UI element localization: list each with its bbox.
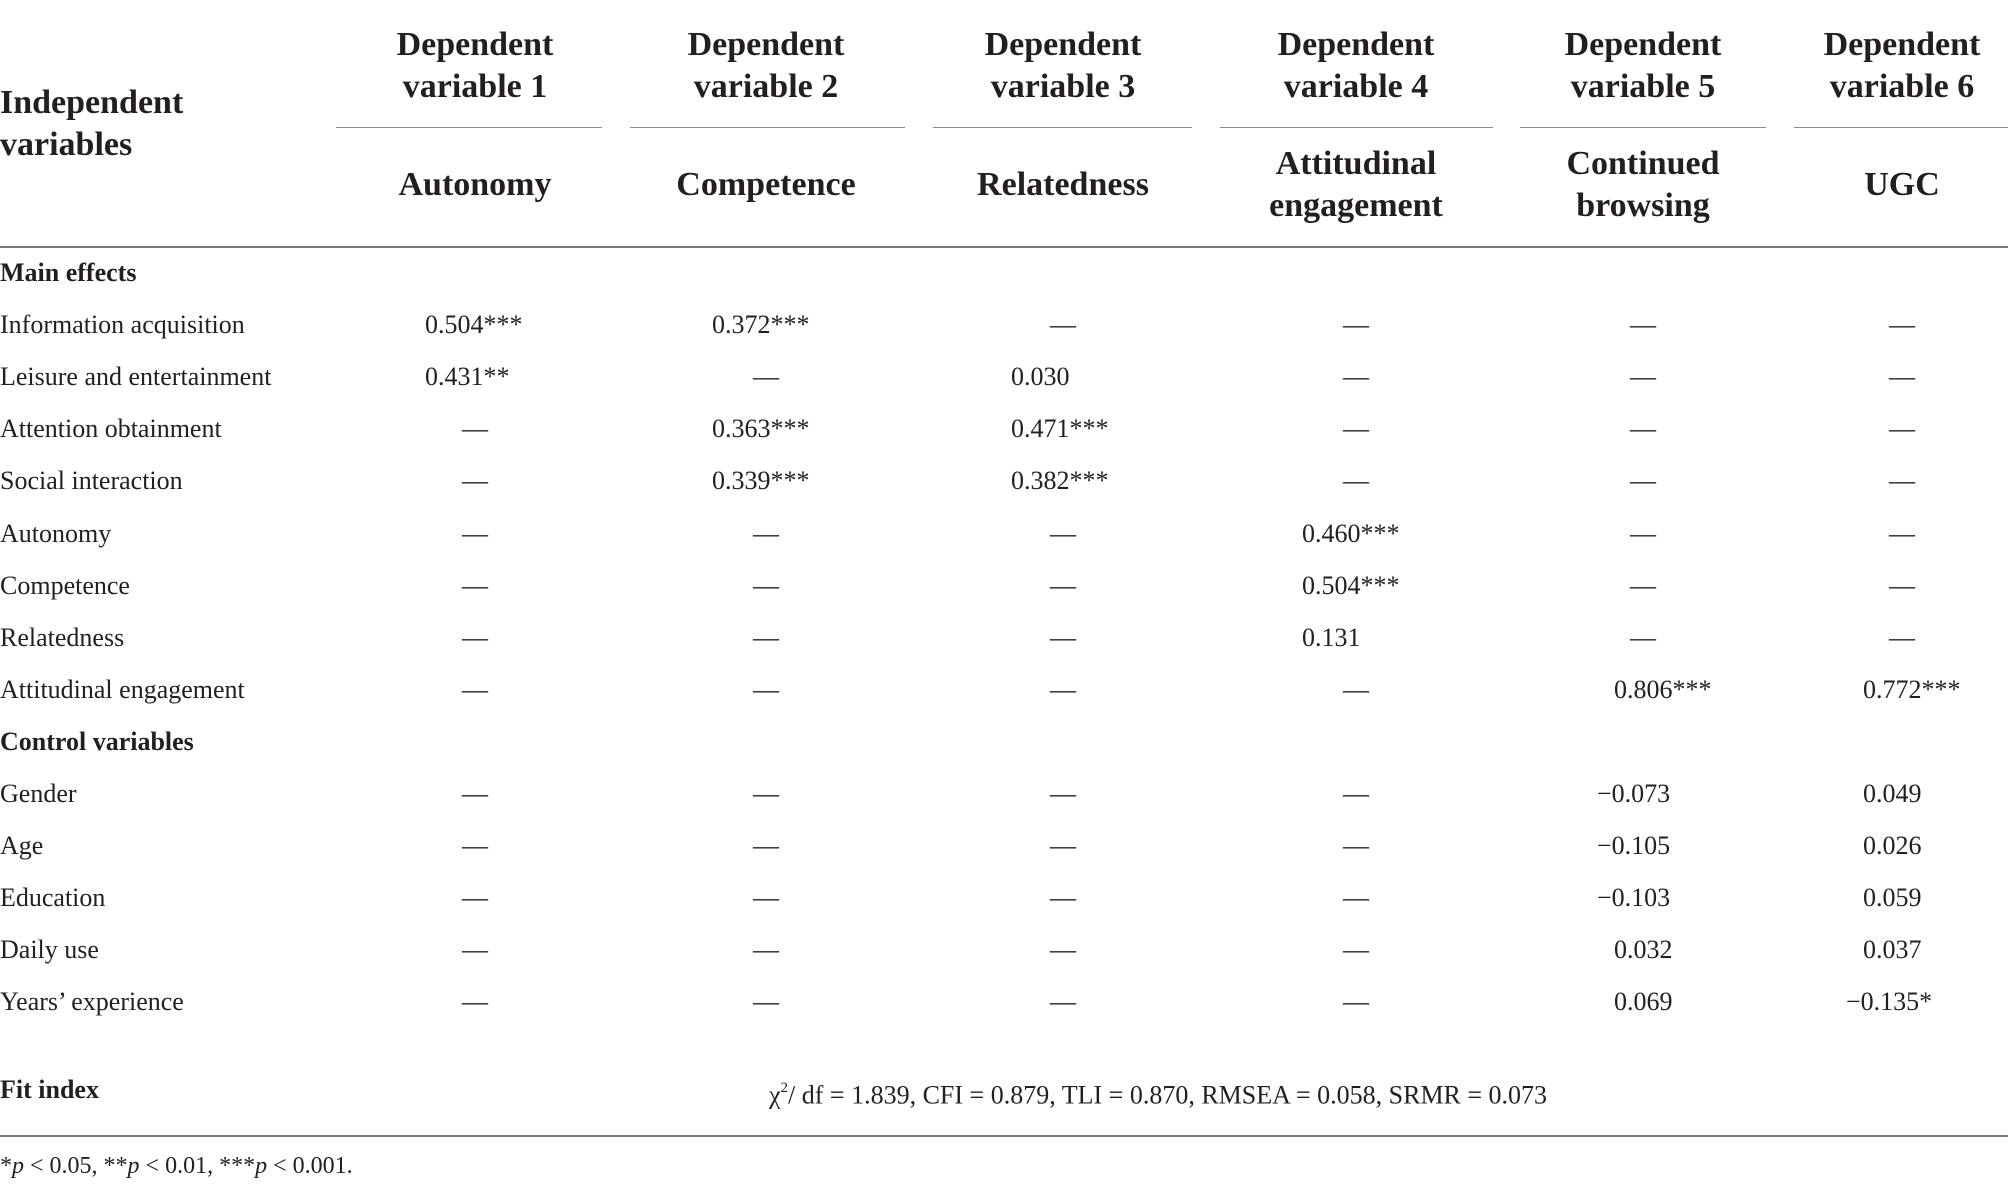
table-cell: — xyxy=(1889,623,1915,652)
table-cell: — xyxy=(1050,987,1076,1016)
column-group-rule xyxy=(933,127,1192,128)
header-line: Dependent xyxy=(396,26,554,63)
table-cell: −0.073 xyxy=(1597,779,1671,808)
chi-symbol: χ xyxy=(769,1080,781,1110)
table-cell: — xyxy=(1343,779,1369,808)
table-cell: 0.032 xyxy=(1614,935,1673,964)
table-cell: 0.382*** xyxy=(1011,466,1109,495)
table-cell: — xyxy=(753,935,779,964)
table-cell: — xyxy=(1343,831,1369,860)
table-cell: — xyxy=(1050,675,1076,704)
table-cell: — xyxy=(753,987,779,1016)
row-label: Social interaction xyxy=(0,466,183,495)
header-line: variables xyxy=(0,126,133,163)
header-line: engagement xyxy=(1269,187,1443,224)
table-cell: — xyxy=(462,466,488,495)
header-line: variable 6 xyxy=(1829,68,1975,105)
header-line: Continued xyxy=(1566,145,1720,182)
row-label: Relatedness xyxy=(0,623,125,652)
table-cell: — xyxy=(1630,519,1656,548)
table-cell: — xyxy=(462,883,488,912)
row-label: Attention obtainment xyxy=(0,414,222,443)
footnote-part: * xyxy=(0,1153,12,1179)
dependent-variable-6-header xyxy=(1752,24,2008,108)
table-cell: 0.372*** xyxy=(712,310,810,339)
row-label: Daily use xyxy=(0,935,99,964)
row-label: Autonomy xyxy=(0,519,112,548)
table-cell: — xyxy=(1343,987,1369,1016)
header-line: Independent xyxy=(0,84,184,121)
header-line: variable 2 xyxy=(693,68,839,105)
table-cell: — xyxy=(1050,831,1076,860)
dependent-variable-4-header xyxy=(1206,24,1506,108)
table-cell: — xyxy=(753,623,779,652)
table-cell: 0.460*** xyxy=(1302,519,1400,548)
table-cell: 0.069 xyxy=(1614,987,1673,1016)
dependent-variable-2-header xyxy=(616,24,916,108)
section-label: Control variables xyxy=(0,727,194,756)
fit-index-values xyxy=(769,1075,1547,1111)
table-cell: — xyxy=(753,883,779,912)
table-cell: — xyxy=(462,519,488,548)
table-cell: — xyxy=(1889,571,1915,600)
dependent-variable-5-header xyxy=(1493,24,1793,108)
dependent-variable-4-name xyxy=(1206,143,1506,227)
table-cell: — xyxy=(1050,779,1076,808)
table-cell: — xyxy=(1050,935,1076,964)
footnote-part: < 0.01, *** xyxy=(139,1153,256,1179)
table-cell: 0.026 xyxy=(1863,831,1922,860)
table-cell: — xyxy=(462,623,488,652)
table-cell: — xyxy=(1343,362,1369,391)
row-label: Education xyxy=(0,883,106,912)
column-group-rule xyxy=(336,127,602,128)
table-cell: — xyxy=(1630,466,1656,495)
table-cell: — xyxy=(1050,623,1076,652)
header-line: Competence xyxy=(676,166,856,203)
table-cell: — xyxy=(753,519,779,548)
row-label: Information acquisition xyxy=(0,310,245,339)
table-cell: — xyxy=(1630,571,1656,600)
table-cell: — xyxy=(1343,935,1369,964)
table-cell: — xyxy=(1343,466,1369,495)
table-cell: — xyxy=(753,779,779,808)
fit-index-text: / df = 1.839, CFI = 0.879, TLI = 0.870, RMSEA = 0.058, SRMR = 0.073 xyxy=(788,1080,1548,1110)
table-cell: — xyxy=(753,831,779,860)
header-bottom-rule xyxy=(0,246,2008,248)
table-cell: — xyxy=(462,935,488,964)
table-cell: — xyxy=(753,571,779,600)
header-line: variable 5 xyxy=(1570,68,1716,105)
dependent-variable-1-header xyxy=(325,24,625,108)
header-line: variable 1 xyxy=(402,68,548,105)
table-cell: — xyxy=(1050,571,1076,600)
table-cell: — xyxy=(1050,310,1076,339)
fit-index-label: Fit index xyxy=(0,1075,99,1104)
table-cell: 0.037 xyxy=(1863,935,1922,964)
table-cell: — xyxy=(462,675,488,704)
table-cell: — xyxy=(1889,466,1915,495)
table-cell: 0.806*** xyxy=(1614,675,1712,704)
row-label: Gender xyxy=(0,779,77,808)
table-cell: — xyxy=(462,414,488,443)
dependent-variable-5-name xyxy=(1493,143,1793,227)
table-cell: — xyxy=(462,987,488,1016)
dependent-variable-3-header xyxy=(913,24,1213,108)
column-group-rule xyxy=(630,127,905,128)
row-label: Leisure and entertainment xyxy=(0,362,272,391)
footnote-part: p xyxy=(127,1153,140,1179)
table-cell: — xyxy=(1343,675,1369,704)
table-cell: — xyxy=(1630,414,1656,443)
table-cell: — xyxy=(1889,414,1915,443)
table-cell: — xyxy=(1889,362,1915,391)
header-line: Dependent xyxy=(1277,26,1435,63)
table-cell: — xyxy=(1343,310,1369,339)
table-cell: — xyxy=(462,831,488,860)
header-line: Autonomy xyxy=(398,166,552,203)
header-line: Dependent xyxy=(1564,26,1722,63)
table-cell: — xyxy=(1630,362,1656,391)
table-cell: — xyxy=(462,779,488,808)
header-line: Dependent xyxy=(1823,26,1981,63)
footnote-part: p xyxy=(12,1153,24,1179)
independent-variables-header xyxy=(0,82,183,166)
header-line: Dependent xyxy=(687,26,845,63)
table-cell: 0.363*** xyxy=(712,414,810,443)
row-label: Age xyxy=(0,831,44,860)
table-cell: — xyxy=(1343,883,1369,912)
table-cell: — xyxy=(753,675,779,704)
header-line: Attitudinal xyxy=(1275,145,1437,182)
table-cell: 0.471*** xyxy=(1011,414,1109,443)
table-cell: 0.049 xyxy=(1863,779,1922,808)
table-cell: — xyxy=(1343,414,1369,443)
dependent-variable-3-name xyxy=(913,164,1213,206)
row-label: Years’ experience xyxy=(0,987,184,1016)
table-cell: 0.772*** xyxy=(1863,675,1961,704)
dependent-variable-6-name xyxy=(1752,164,2008,206)
section-label: Main effects xyxy=(0,258,137,287)
row-label: Attitudinal engagement xyxy=(0,675,245,704)
table-cell: 0.131 xyxy=(1302,623,1361,652)
table-cell: — xyxy=(1889,310,1915,339)
header-line: variable 3 xyxy=(990,68,1136,105)
column-group-rule xyxy=(1520,127,1766,128)
table-cell: — xyxy=(1050,883,1076,912)
footnote-part: p xyxy=(255,1153,268,1179)
row-label: Competence xyxy=(0,571,130,600)
table-cell: — xyxy=(1889,519,1915,548)
footer-rule xyxy=(0,1135,2008,1137)
significance-footnote xyxy=(0,1152,353,1180)
table-cell: 0.504*** xyxy=(1302,571,1400,600)
column-group-rule xyxy=(1220,127,1493,128)
header-line: variable 4 xyxy=(1283,68,1429,105)
table-cell: −0.103 xyxy=(1597,883,1671,912)
chi-superscript: 2 xyxy=(780,1080,789,1096)
column-group-rule xyxy=(1794,127,2008,128)
dependent-variable-1-name xyxy=(325,164,625,206)
table-cell: — xyxy=(462,571,488,600)
table-cell: — xyxy=(1630,623,1656,652)
table-cell: 0.059 xyxy=(1863,883,1922,912)
header-line: browsing xyxy=(1576,187,1710,224)
table-cell: — xyxy=(1630,310,1656,339)
header-line: Dependent xyxy=(984,26,1142,63)
table-cell: — xyxy=(753,362,779,391)
table-cell: 0.030 xyxy=(1011,362,1070,391)
footnote-part: < 0.05, ** xyxy=(24,1153,128,1179)
table-cell: 0.431** xyxy=(425,362,510,391)
table-cell: 0.339*** xyxy=(712,466,810,495)
dependent-variable-2-name xyxy=(616,164,916,206)
header-line: UGC xyxy=(1864,166,1940,203)
table-cell: — xyxy=(1050,519,1076,548)
table-cell: 0.504*** xyxy=(425,310,523,339)
footnote-part: < 0.001. xyxy=(267,1153,353,1179)
header-line: Relatedness xyxy=(977,166,1149,203)
table-cell: −0.105 xyxy=(1597,831,1671,860)
table-cell: −0.135* xyxy=(1846,987,1933,1016)
